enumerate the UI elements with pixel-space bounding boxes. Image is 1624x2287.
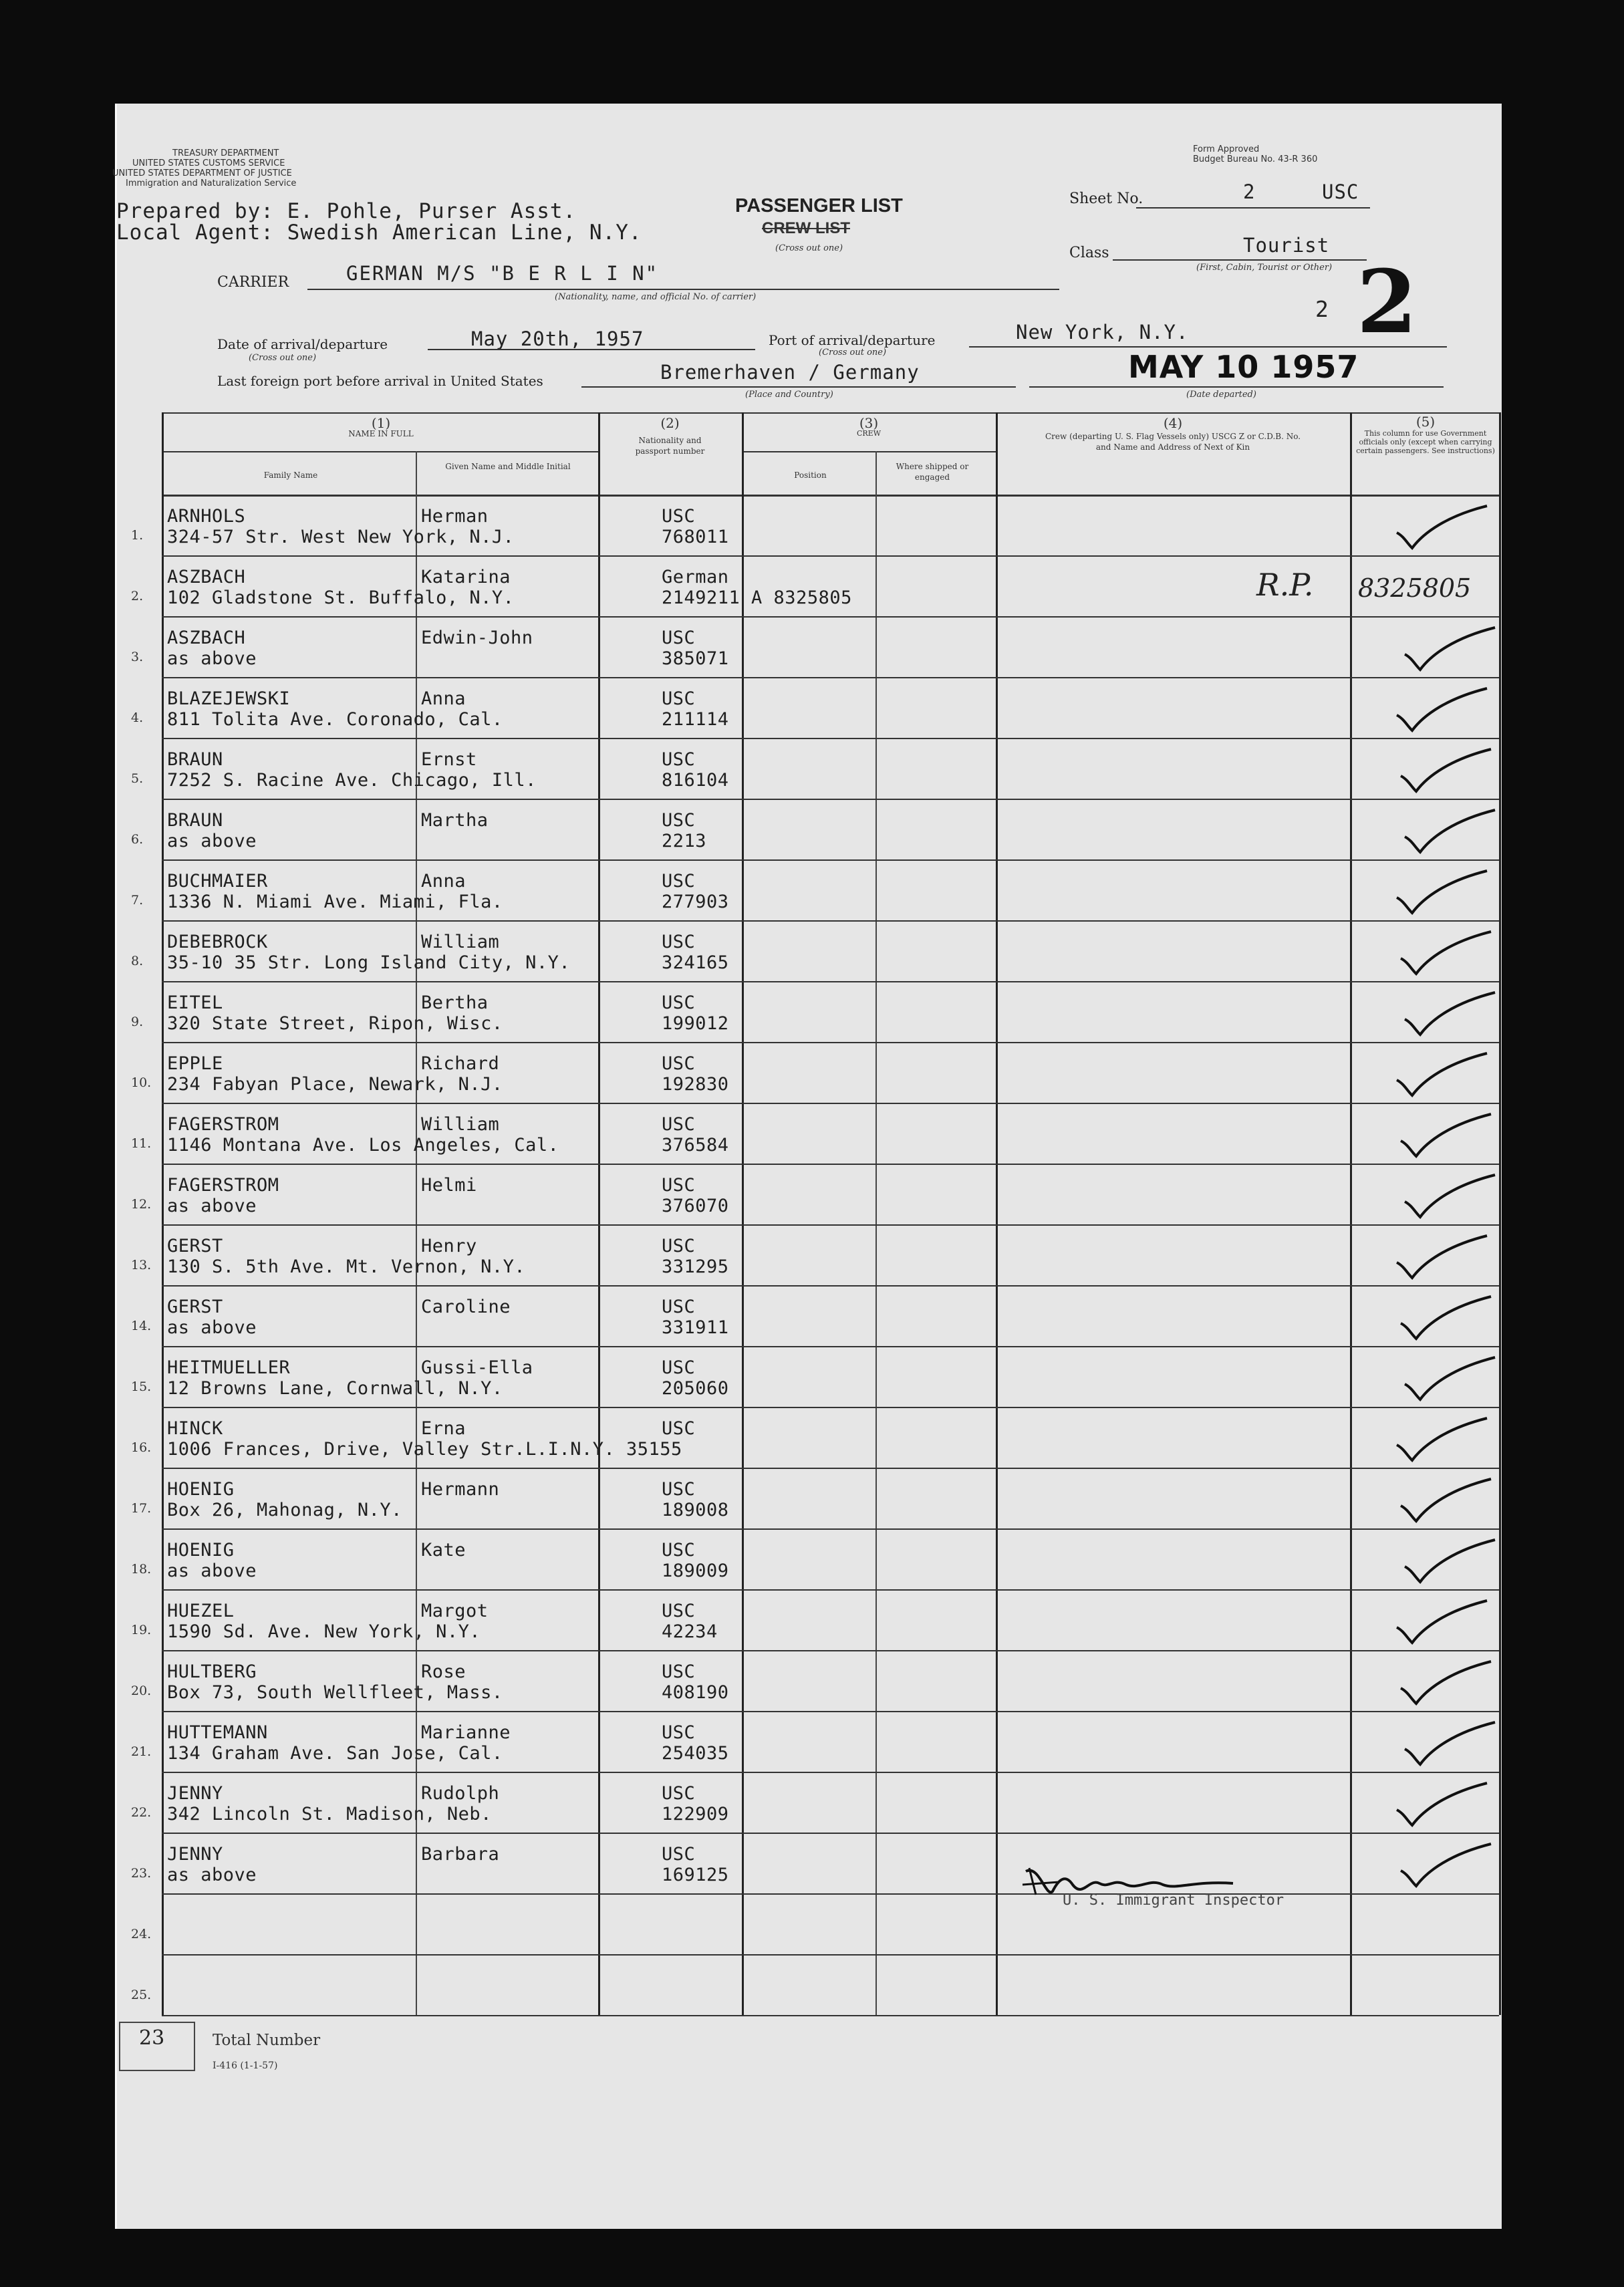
address: 811 Tolita Ave. Coronado, Cal. bbox=[167, 709, 503, 730]
col4-header bbox=[1002, 415, 1343, 452]
checkmark-icon bbox=[1393, 1597, 1494, 1651]
family-name: HUTTEMANN bbox=[167, 1722, 268, 1743]
passport-number: 199012 bbox=[662, 1013, 729, 1034]
given-name: Gussi-Ella bbox=[421, 1357, 533, 1378]
family-name: HULTBERG bbox=[167, 1661, 257, 1682]
row-divider bbox=[162, 799, 1499, 800]
row-number: 8. bbox=[131, 954, 144, 968]
col4-title: Crew (departing U. S. Flag Vessels only) USCG Z or C.D.B. No. and Name and Address of Next of Kin bbox=[1045, 432, 1301, 452]
row-number: 24. bbox=[131, 1927, 152, 1941]
given-name: Henry bbox=[421, 1236, 477, 1256]
date-value: May 20th, 1957 bbox=[471, 327, 644, 350]
address: as above bbox=[167, 1865, 257, 1885]
family-name: FAGERSTROM bbox=[167, 1175, 279, 1196]
handwritten-sheet-2: 2 bbox=[1315, 296, 1329, 322]
col1-family-name-header: Family Name bbox=[263, 470, 318, 480]
date-label: Date of arrival/departure bbox=[217, 336, 388, 352]
row-number: 2. bbox=[131, 589, 144, 603]
row-number: 5. bbox=[131, 771, 144, 786]
port-value: New York, N.Y. bbox=[1016, 321, 1189, 344]
nationality: German bbox=[662, 567, 729, 587]
subcolumn-divider bbox=[875, 451, 877, 2015]
nationality: USC bbox=[662, 1661, 696, 1682]
row-number: 12. bbox=[131, 1197, 152, 1212]
address: 12 Browns Lane, Cornwall, N.Y. bbox=[167, 1378, 503, 1399]
row-divider bbox=[162, 1711, 1499, 1712]
given-name: Marianne bbox=[421, 1722, 511, 1743]
row-number: 16. bbox=[131, 1440, 152, 1455]
passport-number: 408190 bbox=[662, 1682, 729, 1703]
passport-number: 331295 bbox=[662, 1256, 729, 1277]
passport-number: 2149211 A 8325805 bbox=[662, 587, 852, 608]
row-divider bbox=[162, 1772, 1499, 1773]
row-divider bbox=[162, 859, 1499, 861]
given-name: Rose bbox=[421, 1661, 466, 1682]
row-divider bbox=[162, 1893, 1499, 1895]
row-divider bbox=[162, 981, 1499, 982]
given-name: Hermann bbox=[421, 1479, 500, 1500]
family-name: BRAUN bbox=[167, 749, 223, 770]
col2-title: Nationality and passport number bbox=[635, 436, 705, 456]
family-name: EITEL bbox=[167, 992, 223, 1013]
row-number: 14. bbox=[131, 1319, 152, 1333]
family-name: ARNHOLS bbox=[167, 506, 246, 527]
local-agent: Local Agent: Swedish American Line, N.Y. bbox=[116, 221, 642, 245]
checkmark-icon bbox=[1397, 1111, 1498, 1164]
checkmark-icon bbox=[1393, 1050, 1494, 1103]
row-number: 21. bbox=[131, 1744, 152, 1759]
col2-header bbox=[601, 415, 738, 456]
last-port-label: Last foreign port before arrival in United States bbox=[217, 373, 543, 389]
date-departed-stamp: MAY 10 1957 bbox=[1128, 349, 1359, 385]
checkmark-icon bbox=[1397, 1476, 1498, 1529]
nationality: USC bbox=[662, 992, 696, 1013]
row-divider bbox=[162, 1224, 1499, 1226]
nationality: USC bbox=[662, 810, 696, 831]
family-name: HEITMUELLER bbox=[167, 1357, 291, 1378]
address: as above bbox=[167, 648, 257, 669]
row-divider bbox=[162, 1954, 1499, 1956]
carrier-value: GERMAN M/S "B E R L I N" bbox=[346, 262, 659, 285]
date-underline bbox=[428, 349, 755, 350]
address: 7252 S. Racine Ave. Chicago, Ill. bbox=[167, 770, 537, 791]
agency-line: Immigration and Naturalization Service bbox=[126, 178, 297, 188]
address: 102 Gladstone St. Buffalo, N.Y. bbox=[167, 587, 515, 608]
address: 35-10 35 Str. Long Island City, N.Y. bbox=[167, 952, 571, 973]
sheet-label: Sheet No. bbox=[1069, 190, 1143, 207]
address: 324-57 Str. West New York, N.J. bbox=[167, 527, 515, 547]
nationality: USC bbox=[662, 1236, 696, 1256]
row-number: 4. bbox=[131, 710, 144, 725]
row-number: 13. bbox=[131, 1258, 152, 1272]
family-name: BRAUN bbox=[167, 810, 223, 831]
class-note: (First, Cabin, Tourist or Other) bbox=[1196, 263, 1333, 273]
table-header-border bbox=[162, 495, 1499, 497]
passport-number: 376584 bbox=[662, 1135, 729, 1156]
given-name: William bbox=[421, 1114, 500, 1135]
given-name: Helmi bbox=[421, 1175, 477, 1196]
address: Box 73, South Wellfleet, Mass. bbox=[167, 1682, 503, 1703]
agency-line: TREASURY DEPARTMENT bbox=[172, 148, 279, 158]
row2-annotation-number: 8325805 bbox=[1358, 573, 1472, 603]
form-title-struck: CREW LIST bbox=[762, 219, 850, 237]
nationality: USC bbox=[662, 1418, 696, 1439]
col5-number: (5) bbox=[1415, 414, 1436, 430]
col5-header bbox=[1351, 414, 1500, 455]
col3-header bbox=[745, 415, 992, 439]
address: 1006 Frances, Drive, Valley Str.L.I.N.Y. 35155 bbox=[167, 1439, 682, 1460]
given-name: Barbara bbox=[421, 1844, 500, 1865]
passport-number: 122909 bbox=[662, 1804, 729, 1825]
passport-number: 768011 bbox=[662, 527, 729, 547]
row-number: 19. bbox=[131, 1623, 152, 1637]
port-underline bbox=[969, 346, 1447, 348]
row-divider bbox=[162, 555, 1499, 557]
row-divider bbox=[162, 1468, 1499, 1469]
form-id: I-416 (1-1-57) bbox=[213, 2060, 278, 2071]
passport-number: 385071 bbox=[662, 648, 729, 669]
checkmark-icon bbox=[1393, 1232, 1494, 1286]
col1-given-name-header: Given Name and Middle Initial bbox=[445, 462, 571, 471]
checkmark-icon bbox=[1393, 1780, 1494, 1833]
family-name: JENNY bbox=[167, 1783, 223, 1804]
agency-line: UNITED STATES CUSTOMS SERVICE bbox=[132, 158, 285, 168]
row-divider bbox=[162, 677, 1499, 678]
address: 342 Lincoln St. Madison, Neb. bbox=[167, 1804, 492, 1825]
cross-out-note: (Cross out one) bbox=[775, 243, 843, 253]
col1-header bbox=[167, 415, 595, 439]
nationality: USC bbox=[662, 506, 696, 527]
row-divider bbox=[162, 616, 1499, 618]
given-name: Anna bbox=[421, 688, 466, 709]
sheet-number: 2 bbox=[1243, 180, 1256, 203]
given-name: Anna bbox=[421, 871, 466, 892]
given-name: William bbox=[421, 932, 500, 952]
family-name: GERST bbox=[167, 1297, 223, 1317]
checkmark-icon bbox=[1393, 1415, 1494, 1468]
class-label: Class bbox=[1069, 245, 1109, 261]
given-name: Herman bbox=[421, 506, 489, 527]
column-divider bbox=[996, 412, 998, 2015]
given-name: Richard bbox=[421, 1053, 500, 1074]
row-number: 22. bbox=[131, 1805, 152, 1820]
port-note: (Cross out one) bbox=[819, 348, 887, 358]
sheet-underline bbox=[1136, 207, 1370, 209]
nationality: USC bbox=[662, 1297, 696, 1317]
passport-number: 324165 bbox=[662, 952, 729, 973]
checkmark-icon bbox=[1401, 624, 1502, 678]
agency-line: UNITED STATES DEPARTMENT OF JUSTICE bbox=[112, 168, 292, 178]
family-name: EPPLE bbox=[167, 1053, 223, 1074]
checkmark-icon bbox=[1401, 1536, 1502, 1590]
family-name: FAGERSTROM bbox=[167, 1114, 279, 1135]
given-name: Edwin-John bbox=[421, 628, 533, 648]
passport-number: 331911 bbox=[662, 1317, 729, 1338]
form-approved-line: Form Approved bbox=[1193, 144, 1260, 154]
prepared-by: Prepared by: E. Pohle, Purser Asst. bbox=[116, 199, 577, 223]
row-number: 1. bbox=[131, 528, 144, 543]
subcolumn-divider bbox=[416, 451, 417, 2015]
family-name: DEBEBROCK bbox=[167, 932, 268, 952]
address: 1336 N. Miami Ave. Miami, Fla. bbox=[167, 892, 503, 912]
row-number: 3. bbox=[131, 650, 144, 664]
form-title: PASSENGER LIST bbox=[735, 195, 903, 217]
agency-header bbox=[112, 148, 296, 188]
row-number: 15. bbox=[131, 1379, 152, 1394]
passport-number: 169125 bbox=[662, 1865, 729, 1885]
passport-number: 189008 bbox=[662, 1500, 729, 1520]
row-divider bbox=[162, 1407, 1499, 1408]
given-name: Erna bbox=[421, 1418, 466, 1439]
row-divider bbox=[162, 1650, 1499, 1651]
nationality: USC bbox=[662, 628, 696, 648]
address: 134 Graham Ave. San Jose, Cal. bbox=[167, 1743, 503, 1764]
family-name: HOENIG bbox=[167, 1540, 235, 1561]
checkmark-icon bbox=[1397, 928, 1498, 982]
carrier-note: (Nationality, name, and official No. of carrier) bbox=[555, 292, 757, 302]
column-divider bbox=[742, 412, 744, 2015]
family-name: HOENIG bbox=[167, 1479, 235, 1500]
given-name: Rudolph bbox=[421, 1783, 500, 1804]
budget-bureau-line: Budget Bureau No. 43-R 360 bbox=[1193, 154, 1318, 164]
form-approved bbox=[1193, 144, 1317, 164]
family-name: GERST bbox=[167, 1236, 223, 1256]
checkmark-icon bbox=[1401, 989, 1502, 1043]
col3-where-header: Where shipped or engaged bbox=[896, 462, 969, 482]
date-departed-underline bbox=[1029, 386, 1444, 388]
checkmark-icon bbox=[1397, 746, 1498, 799]
checkmark-icon bbox=[1393, 867, 1494, 921]
carrier-label: CARRIER bbox=[217, 274, 289, 291]
column-divider bbox=[598, 412, 600, 2015]
checkmark-icon bbox=[1401, 1354, 1502, 1407]
checkmark-icon bbox=[1397, 1841, 1498, 1894]
address: as above bbox=[167, 1561, 257, 1581]
nationality: USC bbox=[662, 1114, 696, 1135]
row-divider bbox=[162, 1346, 1499, 1347]
family-name: JENNY bbox=[167, 1844, 223, 1865]
address: 320 State Street, Ripon, Wisc. bbox=[167, 1013, 503, 1034]
nationality: USC bbox=[662, 688, 696, 709]
row-number: 6. bbox=[131, 832, 144, 847]
col3-title: CREW bbox=[856, 429, 882, 438]
total-count: 23 bbox=[139, 2026, 165, 2050]
row-divider bbox=[162, 738, 1499, 739]
col3-position-header: Position bbox=[794, 470, 827, 480]
last-port-value: Bremerhaven / Germany bbox=[660, 361, 920, 384]
address: 1146 Montana Ave. Los Angeles, Cal. bbox=[167, 1135, 559, 1156]
col3-number: (3) bbox=[859, 415, 879, 431]
col1-title: NAME IN FULL bbox=[348, 429, 414, 438]
address: 130 S. 5th Ave. Mt. Vernon, N.Y. bbox=[167, 1256, 526, 1277]
sheet-nationality: USC bbox=[1322, 180, 1359, 203]
col1-number: (1) bbox=[371, 415, 391, 431]
nationality: USC bbox=[662, 1540, 696, 1561]
row-divider bbox=[162, 1164, 1499, 1165]
passport-number: 254035 bbox=[662, 1743, 729, 1764]
col5-title: This column for use Government officials only (except when carrying certain passengers. See instructions) bbox=[1356, 429, 1495, 455]
checkmark-icon bbox=[1397, 1293, 1498, 1347]
passport-number: 205060 bbox=[662, 1378, 729, 1399]
passport-number: 277903 bbox=[662, 892, 729, 912]
row-number: 20. bbox=[131, 1684, 152, 1698]
row-divider bbox=[162, 1528, 1499, 1530]
given-name: Martha bbox=[421, 810, 489, 831]
given-name: Katarina bbox=[421, 567, 511, 587]
family-name: ASZBACH bbox=[167, 628, 246, 648]
row-divider bbox=[162, 920, 1499, 922]
date-departed-note: (Date departed) bbox=[1186, 390, 1256, 400]
col1-subheader-border bbox=[162, 451, 598, 452]
passport-number: 211114 bbox=[662, 709, 729, 730]
column-divider bbox=[1350, 412, 1352, 2015]
row-number: 25. bbox=[131, 1988, 152, 2002]
column-divider bbox=[162, 412, 164, 2015]
address: Box 26, Mahonag, N.Y. bbox=[167, 1500, 402, 1520]
checkmark-icon bbox=[1393, 503, 1494, 556]
family-name: HUEZEL bbox=[167, 1601, 235, 1621]
family-name: ASZBACH bbox=[167, 567, 246, 587]
nationality: USC bbox=[662, 1053, 696, 1074]
address: as above bbox=[167, 1317, 257, 1338]
nationality: USC bbox=[662, 1175, 696, 1196]
nationality: USC bbox=[662, 932, 696, 952]
checkmark-icon bbox=[1397, 1658, 1498, 1712]
checkmark-icon bbox=[1401, 1172, 1502, 1225]
family-name: BLAZEJEWSKI bbox=[167, 688, 291, 709]
checkmark-icon bbox=[1401, 807, 1502, 860]
row-divider bbox=[162, 1042, 1499, 1043]
family-name: BUCHMAIER bbox=[167, 871, 268, 892]
checkmark-icon bbox=[1401, 1719, 1502, 1772]
nationality: USC bbox=[662, 1722, 696, 1743]
given-name: Kate bbox=[421, 1540, 466, 1561]
checkmark-icon bbox=[1393, 685, 1494, 738]
row-number: 10. bbox=[131, 1075, 152, 1090]
date-note: (Cross out one) bbox=[249, 353, 317, 363]
passport-number: 2213 bbox=[662, 831, 707, 851]
nationality: USC bbox=[662, 1783, 696, 1804]
passport-number: 376070 bbox=[662, 1196, 729, 1216]
inspector-label: U. S. Immigrant Inspector bbox=[1063, 1892, 1284, 1909]
carrier-underline bbox=[307, 289, 1059, 290]
nationality: USC bbox=[662, 749, 696, 770]
row-number: 17. bbox=[131, 1501, 152, 1516]
nationality: USC bbox=[662, 1479, 696, 1500]
nationality: USC bbox=[662, 1357, 696, 1378]
given-name: Caroline bbox=[421, 1297, 511, 1317]
family-name: HINCK bbox=[167, 1418, 223, 1439]
row-divider bbox=[162, 1285, 1499, 1287]
address: 234 Fabyan Place, Newark, N.J. bbox=[167, 1074, 503, 1095]
passport-number: 816104 bbox=[662, 770, 729, 791]
row-number: 9. bbox=[131, 1015, 144, 1029]
nationality: USC bbox=[662, 1601, 696, 1621]
nationality: USC bbox=[662, 1844, 696, 1865]
class-underline bbox=[1113, 259, 1367, 261]
row-number: 18. bbox=[131, 1562, 152, 1577]
passport-number: 189009 bbox=[662, 1561, 729, 1581]
last-port-underline bbox=[581, 386, 1016, 388]
row-number: 7. bbox=[131, 893, 144, 908]
address: as above bbox=[167, 831, 257, 851]
passport-number: 42234 bbox=[662, 1621, 718, 1642]
given-name: Bertha bbox=[421, 992, 489, 1013]
nationality: USC bbox=[662, 871, 696, 892]
row-divider bbox=[162, 1103, 1499, 1104]
row-number: 11. bbox=[131, 1136, 152, 1151]
large-sheet-number: 2 bbox=[1357, 251, 1417, 353]
class-value: Tourist bbox=[1243, 234, 1330, 257]
given-name: Margot bbox=[421, 1601, 489, 1621]
row-divider bbox=[162, 1589, 1499, 1591]
row-divider bbox=[162, 1833, 1499, 1834]
col4-number: (4) bbox=[1163, 415, 1183, 431]
rp-annotation: R.P. bbox=[1256, 567, 1314, 603]
col3-subheader-border bbox=[742, 451, 996, 452]
given-name: Ernst bbox=[421, 749, 477, 770]
address: 1590 Sd. Ave. New York, N.Y. bbox=[167, 1621, 481, 1642]
address: as above bbox=[167, 1196, 257, 1216]
total-label: Total Number bbox=[213, 2032, 321, 2049]
last-port-note: (Place and Country) bbox=[745, 390, 833, 400]
passport-number: 192830 bbox=[662, 1074, 729, 1095]
col2-number: (2) bbox=[660, 415, 680, 431]
port-label: Port of arrival/departure bbox=[769, 332, 936, 348]
row-divider bbox=[162, 2015, 1499, 2016]
table-top-border bbox=[162, 412, 1499, 414]
row-number: 23. bbox=[131, 1866, 152, 1881]
